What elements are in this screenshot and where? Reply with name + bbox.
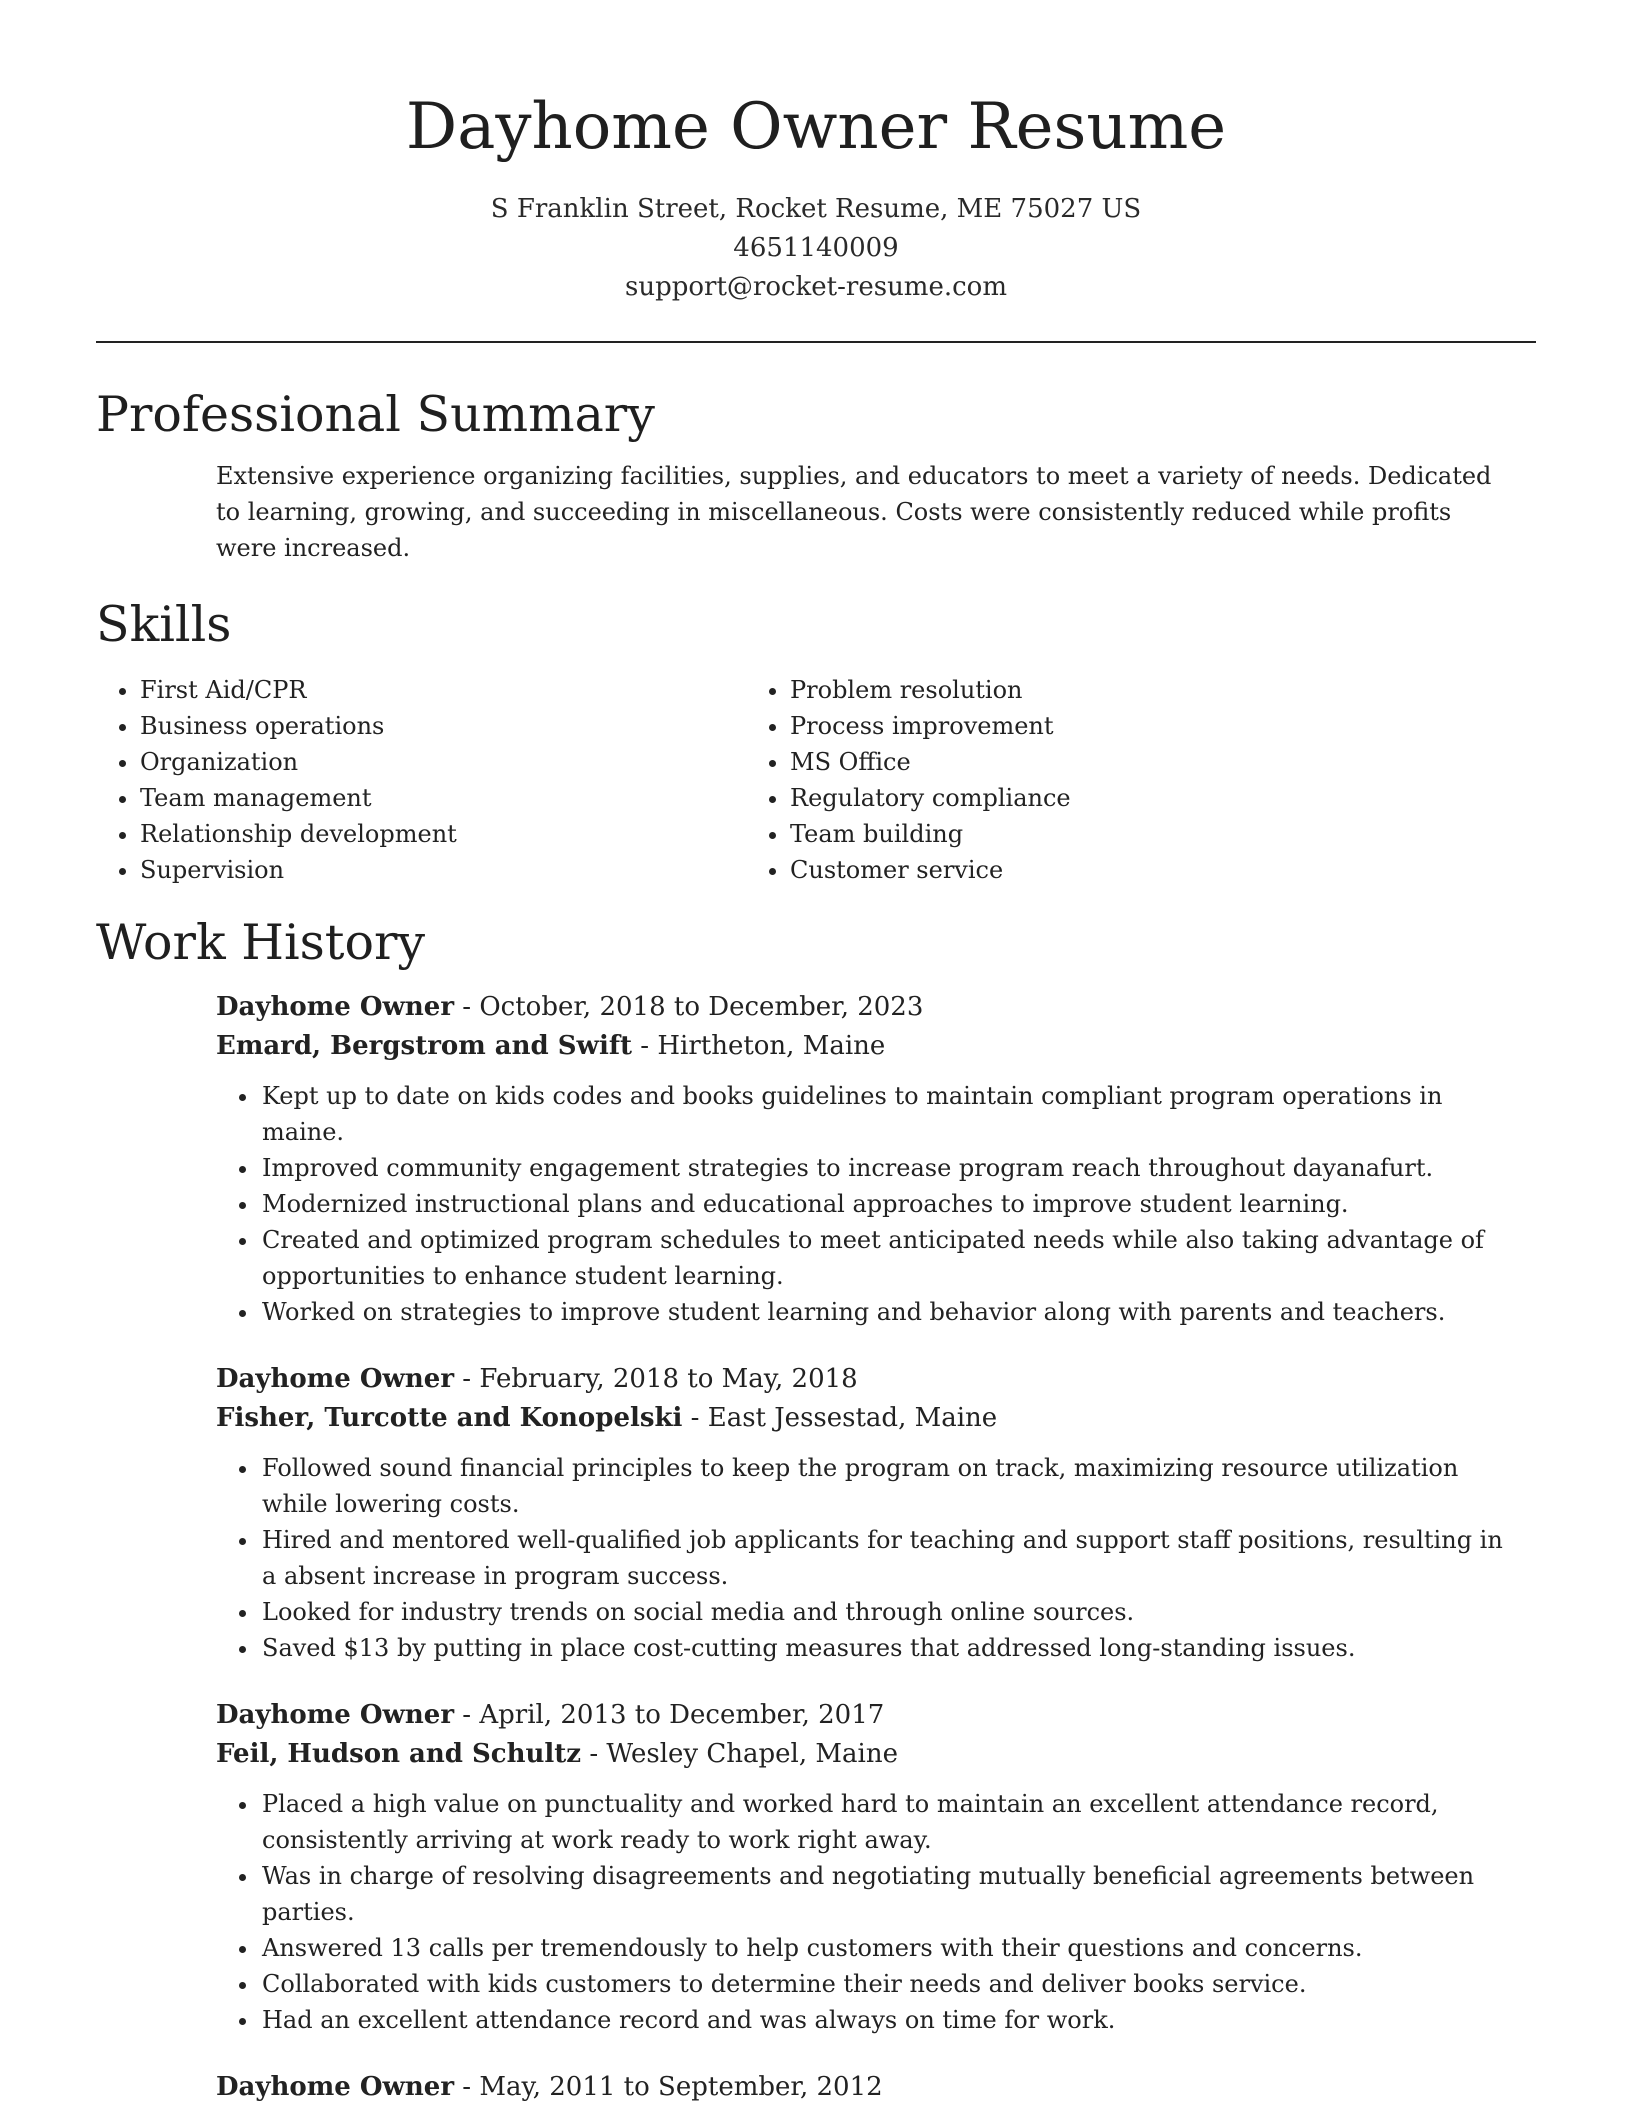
job-title: Dayhome Owner [216, 2072, 455, 2102]
skill-item: • Organization [140, 744, 746, 780]
job-title: Dayhome Owner [216, 1364, 455, 1394]
skill-item: • Process improvement [790, 708, 1396, 744]
job-bullet: • Collaborated with kids customers to determine their needs and deliver books service. [260, 1966, 1516, 2002]
job-location: - Wesley Chapel, Maine [581, 1739, 898, 1769]
job-title: Dayhome Owner [216, 992, 455, 1022]
work-history-section [96, 906, 1536, 2107]
job-bullets [216, 1078, 1516, 1330]
summary-heading: Professional Summary [96, 386, 655, 443]
skills-list-right [746, 672, 1396, 888]
job-bullet: • Modernized instructional plans and educational approaches to improve student learning. [260, 1186, 1516, 1222]
skill-item: • Supervision [140, 852, 746, 888]
contact-block [0, 190, 1632, 307]
skill-item: • Team building [790, 816, 1396, 852]
job-bullet: • Worked on strategies to improve student learning and behavior along with parents and teachers. [260, 1294, 1516, 1330]
job-company: Fisher, Turcotte and Konopelski [216, 1403, 683, 1433]
skill-item: • Customer service [790, 852, 1396, 888]
job-bullet: • Created and optimized program schedules to meet anticipated needs while also taking advantage of opportunities to enhance student learning. [260, 1222, 1516, 1294]
job-company: Feil, Hudson and Schultz [216, 1739, 582, 1769]
skill-item: • First Aid/CPR [140, 672, 746, 708]
job-bullet: • Looked for industry trends on social media and through online sources. [260, 1594, 1516, 1630]
resume-header [0, 0, 1632, 307]
job-bullet: • Answered 13 calls per tremendously to help customers with their questions and concerns. [260, 1930, 1516, 1966]
skills-columns [96, 672, 1396, 888]
skills-heading: Skills [96, 596, 232, 653]
job-bullet: • Hired and mentored well-qualified job applicants for teaching and support staff positions, resulting in a absent increase in program success. [260, 1522, 1516, 1594]
job-entry [216, 1360, 1516, 1666]
skill-item: • Problem resolution [790, 672, 1396, 708]
skill-item: • MS Office [790, 744, 1396, 780]
job-dates: - May, 2011 to September, 2012 [454, 2072, 883, 2102]
contact-address: S Franklin Street, Rocket Resume, ME 75027 US [490, 194, 1142, 224]
job-bullet: • Placed a high value on punctuality and worked hard to maintain an excellent attendance record, consistently arriving at work ready to work right away. [260, 1786, 1516, 1858]
summary-section [96, 378, 1536, 566]
job-company: Emard, Bergstrom and Swift [216, 1031, 633, 1061]
job-bullets [216, 1786, 1516, 2038]
job-title-line [216, 988, 1516, 1027]
job-bullet: • Kept up to date on kids codes and books guidelines to maintain compliant program operations in maine. [260, 1078, 1516, 1150]
skills-list-left [96, 672, 746, 888]
contact-phone: 4651140009 [733, 233, 899, 263]
job-entry [216, 2068, 1516, 2107]
skill-item: • Team management [140, 780, 746, 816]
summary-text: Extensive experience organizing facilities, supplies, and educators to meet a variety of needs. Dedicated to learning, growing, and succeeding in miscellaneous. Costs were consistently reduced while profits were increased. [216, 462, 1492, 562]
job-dates: - April, 2013 to December, 2017 [454, 1700, 885, 1730]
job-bullet: • Had an excellent attendance record and was always on time for work. [260, 2002, 1516, 2038]
skill-item: • Relationship development [140, 816, 746, 852]
skill-item: • Regulatory compliance [790, 780, 1396, 816]
resume-title: Dayhome Owner Resume [405, 90, 1227, 164]
job-title: Dayhome Owner [216, 1700, 455, 1730]
job-title-line [216, 1360, 1516, 1399]
job-title-line [216, 2068, 1516, 2107]
contact-email: support@rocket-resume.com [624, 272, 1007, 302]
job-bullet: • Saved $13 by putting in place cost-cutting measures that addressed long-standing issues. [260, 1630, 1516, 1666]
job-bullets [216, 1450, 1516, 1666]
job-bullet: • Was in charge of resolving disagreements and negotiating mutually beneficial agreements between parties. [260, 1858, 1516, 1930]
job-bullet: • Followed sound financial principles to keep the program on track, maximizing resource utilization while lowering costs. [260, 1450, 1516, 1522]
header-divider [96, 341, 1536, 343]
skill-item: • Business operations [140, 708, 746, 744]
job-bullet: • Improved community engagement strategies to increase program reach throughout dayanafurt. [260, 1150, 1516, 1186]
job-company-line [216, 1027, 1516, 1066]
resume-content [96, 378, 1536, 2107]
job-company-line [216, 1735, 1516, 1774]
skills-section [96, 588, 1536, 888]
job-entry [216, 1696, 1516, 2038]
job-company-line [216, 1399, 1516, 1438]
job-title-line [216, 1696, 1516, 1735]
work-history-heading: Work History [96, 914, 426, 971]
job-dates: - February, 2018 to May, 2018 [454, 1364, 858, 1394]
job-entry [216, 988, 1516, 1330]
job-dates: - October, 2018 to December, 2023 [454, 992, 924, 1022]
job-location: - Hirtheton, Maine [632, 1031, 886, 1061]
job-location: - East Jessestad, Maine [682, 1403, 998, 1433]
